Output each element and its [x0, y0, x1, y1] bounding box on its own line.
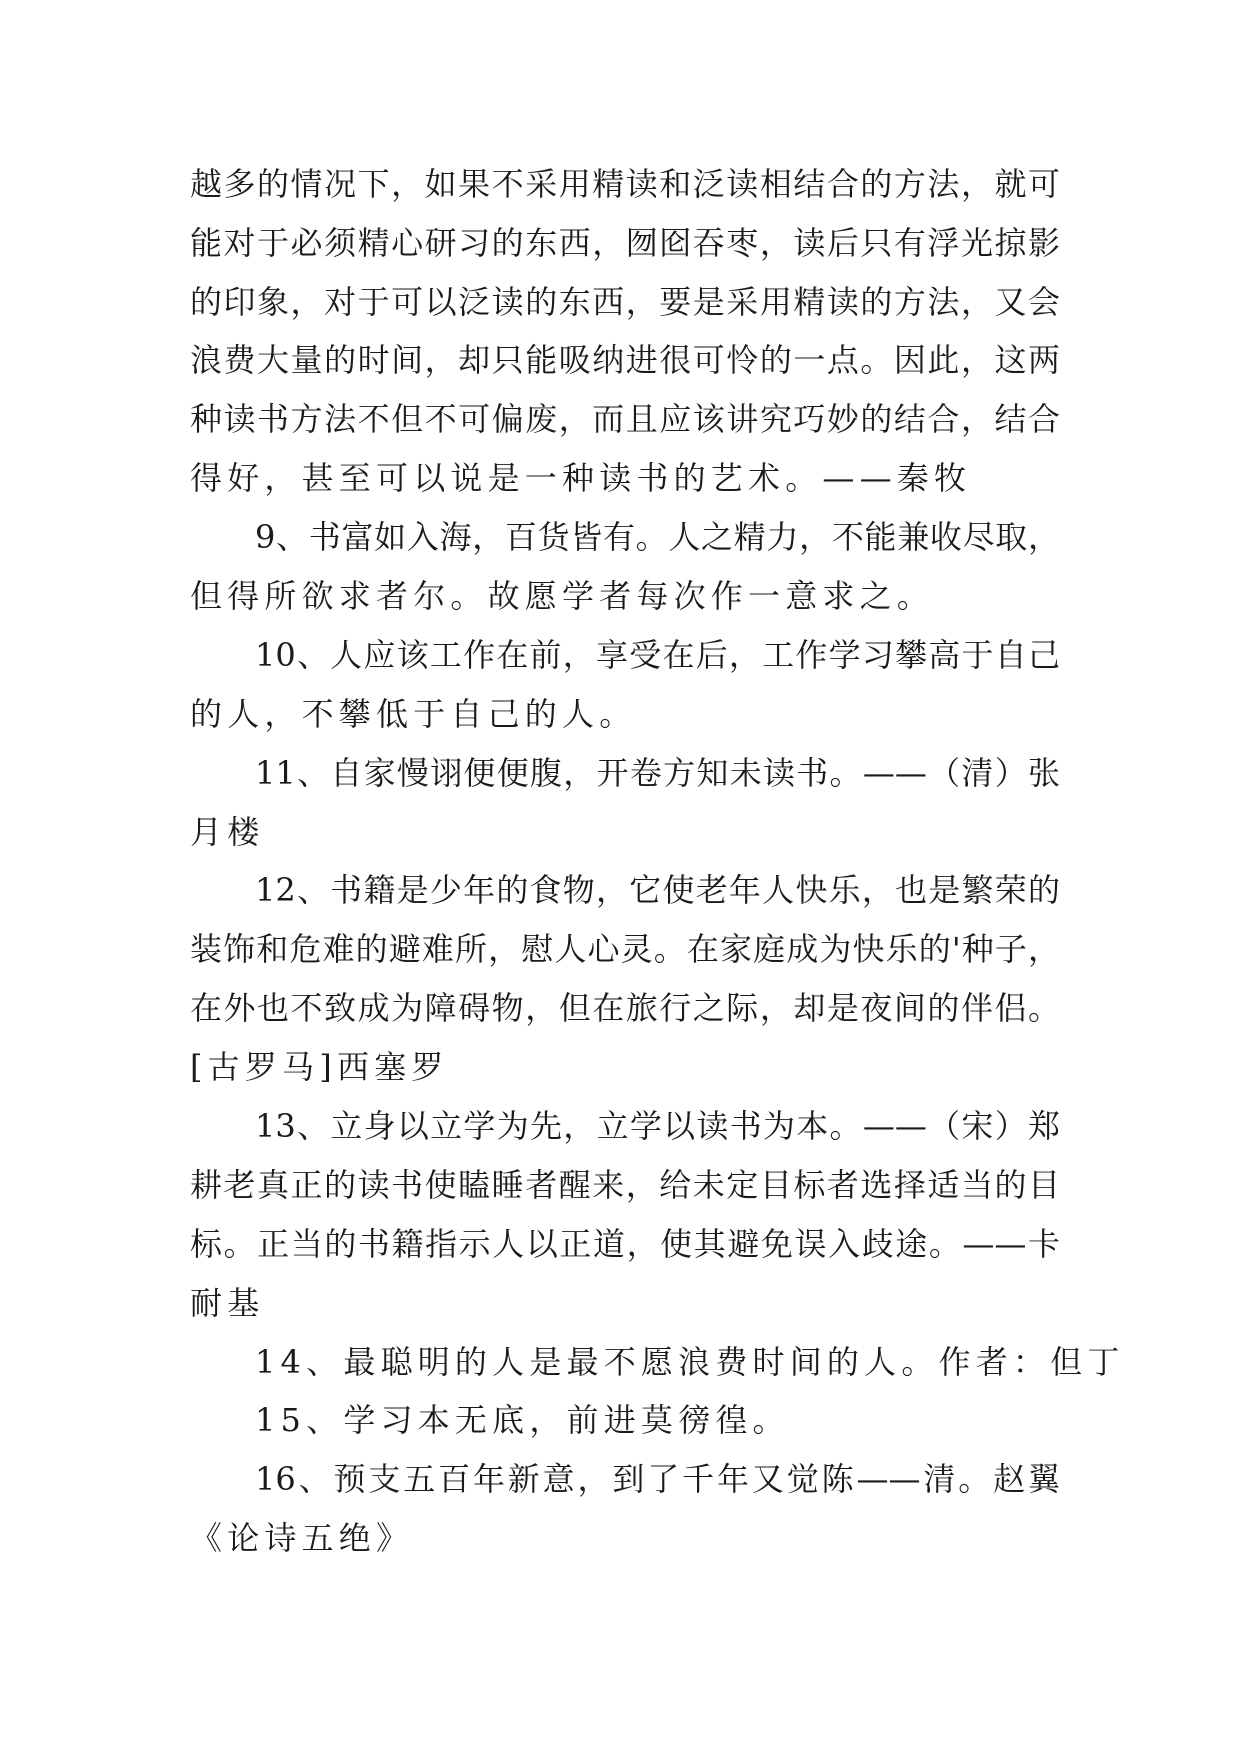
text-line: 的人，不攀低于自己的人。 [190, 695, 637, 733]
text-line: 装饰和危难的避难所，慰人心灵。在家庭成为快乐的'种子， [190, 930, 1060, 968]
text-line: 能对于必须精心研习的东西，囫囵吞枣，读后只有浮光掠影 [190, 224, 1060, 262]
text-line: 月楼 [190, 813, 265, 851]
text-line: 但得所欲求者尔。故愿学者每次作一意求之。 [190, 577, 935, 615]
text-line: 越多的情况下，如果不采用精读和泛读相结合的方法，就可 [190, 165, 1060, 203]
quote-line-9: 9、书富如入海，百货皆有。人之精力，不能兼收尽取， [255, 518, 1060, 556]
text-line: 得好，甚至可以说是一种读书的艺术。——秦牧 [190, 459, 972, 497]
text-line: 《论诗五绝》 [190, 1519, 414, 1557]
text-line: 耐基 [190, 1284, 265, 1322]
quote-line-15: 15、学习本无底，前进莫徬徨。 [255, 1401, 790, 1439]
quote-line-13: 13、立身以立学为先，立学以读书为本。——（宋）郑 [255, 1107, 1060, 1145]
quote-line-10: 10、人应该工作在前，享受在后，工作学习攀高于自己 [255, 636, 1060, 674]
text-line: 在外也不致成为障碍物，但在旅行之际，却是夜间的伴侣。 [190, 989, 1060, 1027]
text-line: 标。正当的书籍指示人以正道，使其避免误入歧途。——卡 [190, 1225, 1060, 1263]
text-line: 浪费大量的时间，却只能吸纳进很可怜的一点。因此，这两 [190, 341, 1060, 379]
text-line: 的印象，对于可以泛读的东西，要是采用精读的方法，又会 [190, 283, 1060, 321]
quote-line-14: 14、最聪明的人是最不愿浪费时间的人。作者：但丁 [255, 1343, 1125, 1381]
quote-line-11: 11、自家慢诩便便腹，开卷方知未读书。——（清）张 [255, 754, 1060, 792]
quote-line-16: 16、预支五百年新意，到了千年又觉陈——清。赵翼 [255, 1460, 1060, 1498]
quote-line-12: 12、书籍是少年的食物，它使老年人快乐，也是繁荣的 [255, 871, 1060, 909]
text-line: 耕老真正的读书使瞌睡者醒来，给未定目标者选择适当的目 [190, 1166, 1060, 1204]
text-line: 种读书方法不但不可偏废，而且应该讲究巧妙的结合，结合 [190, 400, 1060, 438]
text-line: [古罗马]西塞罗 [190, 1048, 449, 1086]
